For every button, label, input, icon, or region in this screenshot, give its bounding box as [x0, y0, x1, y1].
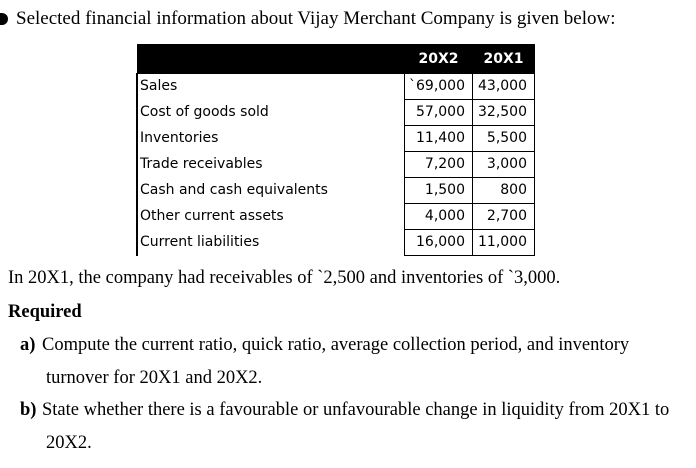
question-a-line1: Compute the current ratio, quick ratio, average collection period, and inventory [42, 335, 630, 355]
question-a-line2: turnover for 20X1 and 20X2. [46, 368, 263, 388]
header-20x1: 20X1 [473, 45, 535, 74]
value-20x2: 16,000 [405, 230, 473, 256]
intro-text [0, 8, 616, 30]
required-heading: Required [8, 302, 82, 322]
value-20x2: 1,500 [405, 178, 473, 204]
value-20x1: 11,000 [473, 230, 535, 256]
row-label: Cash and cash equivalents [137, 178, 405, 204]
note-text: In 20X1, the company had receivables of `2,500 and inventories of `3,000. [8, 268, 561, 288]
table-row [137, 152, 535, 178]
row-label: Sales [137, 74, 405, 100]
financial-table [136, 44, 535, 256]
question-b-letter: b) [20, 400, 37, 420]
value-20x2: 4,000 [405, 204, 473, 230]
row-label: Other current assets [137, 204, 405, 230]
header-blank [137, 45, 405, 74]
header-20x2: 20X2 [405, 45, 473, 74]
bullet-icon [0, 13, 8, 25]
table-row [137, 230, 535, 256]
row-label: Inventories [137, 126, 405, 152]
value-20x1: 800 [473, 178, 535, 204]
value-20x1: 2,700 [473, 204, 535, 230]
row-label: Current liabilities [137, 230, 405, 256]
value-20x1: 5,500 [473, 126, 535, 152]
value-20x2: 57,000 [405, 100, 473, 126]
value-20x2: 7,200 [405, 152, 473, 178]
table-header-row [137, 45, 535, 74]
row-label: Cost of goods sold [137, 100, 405, 126]
question-a [20, 335, 629, 356]
question-b [20, 400, 669, 421]
row-label: Trade receivables [137, 152, 405, 178]
question-b-line1: State whether there is a favourable or unfavourable change in liquidity from 20X1 to [42, 400, 670, 420]
value-20x1: 32,500 [473, 100, 535, 126]
table-row [137, 100, 535, 126]
intro-label: Selected financial information about Vijay Merchant Company is given below: [16, 8, 616, 29]
value-20x1: 3,000 [473, 152, 535, 178]
value-20x2: 11,400 [405, 126, 473, 152]
table-row [137, 126, 535, 152]
table-row [137, 178, 535, 204]
question-a-letter: a) [20, 335, 36, 355]
value-20x1: 43,000 [473, 74, 535, 100]
table-row [137, 204, 535, 230]
question-b-line2: 20X2. [46, 433, 92, 453]
table-row [137, 74, 535, 100]
value-20x2: `69,000 [405, 74, 473, 100]
